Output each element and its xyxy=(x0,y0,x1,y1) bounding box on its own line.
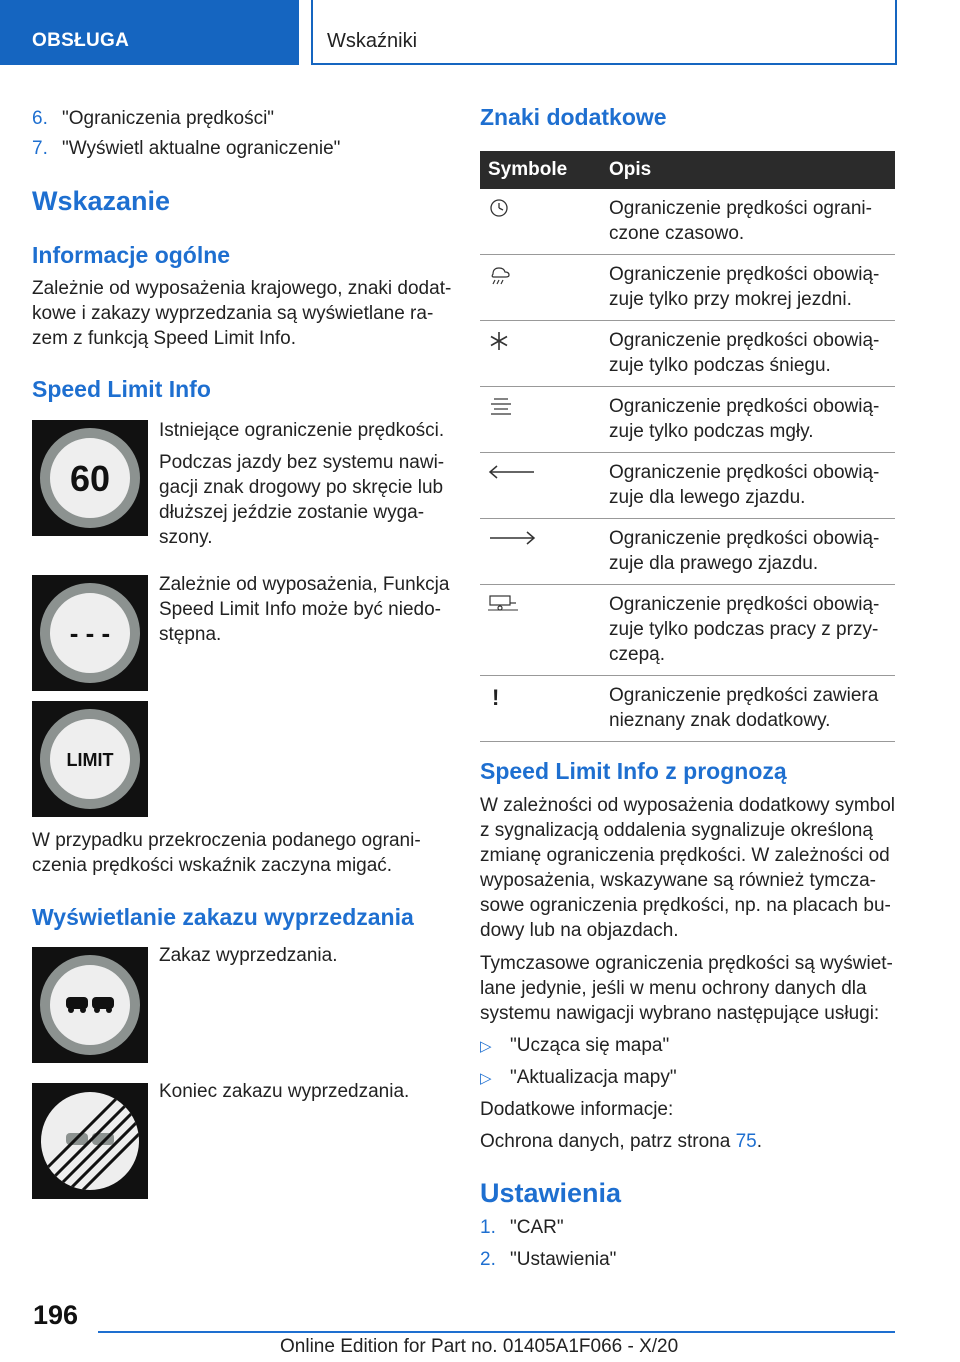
sign-speed-60 xyxy=(32,420,148,536)
step-7: 7. "Wyświetl aktualne ograniczenie" xyxy=(32,138,341,159)
page-link-75[interactable]: 75 xyxy=(735,1131,757,1152)
page-title: Wskaźniki xyxy=(327,30,418,52)
heading-wskazanie: Wskazanie xyxy=(32,186,171,216)
temporary-limits-paragraph: Tymczasowe ograniczenia prędkości są wyświet- lane jedynie, jeśli w menu ochrony danych dla systemu nawigacji wybrano następujące usługi: xyxy=(480,953,893,1024)
heading-forecast: Speed Limit Info z prognozą xyxy=(480,758,787,784)
privacy-reference: Ochrona danych, patrz strona 75. xyxy=(480,1131,763,1152)
overtake-ban-text: Zakaz wyprzedzania. xyxy=(159,945,338,966)
sign-dash-text: - - - xyxy=(69,618,111,648)
table-row: Ograniczenie prędkości obowią- zuje tylko podczas mgły. xyxy=(480,387,895,453)
table-header-row xyxy=(480,151,895,189)
snowflake-icon xyxy=(488,336,510,357)
page-number: 196 xyxy=(33,1300,79,1330)
heading-speed-limit-info: Speed Limit Info xyxy=(32,376,211,402)
sign-unknown-limit xyxy=(32,575,148,691)
settings-step-1: 1. "CAR" xyxy=(480,1217,564,1238)
heading-settings: Ustawienia xyxy=(480,1178,622,1208)
overtake-end-text: Koniec zakazu wyprzedzania. xyxy=(159,1081,410,1102)
table-row: Ograniczenie prędkości ograni- czone czasowo. xyxy=(480,189,895,255)
table-row: Ograniczenie prędkości obowią- zuje dla lewego zjazdu. xyxy=(480,453,895,519)
page-title-box xyxy=(311,0,897,65)
bullet-item: ▷ "Aktualizacja mapy" xyxy=(480,1067,677,1088)
rain-icon xyxy=(488,270,512,291)
table-row: Ograniczenie prędkości obowią- zuje tylko przy mokrej jezdni. xyxy=(480,255,895,321)
sign-no-overtaking xyxy=(32,947,148,1063)
more-info-label: Dodatkowe informacje: xyxy=(480,1099,674,1120)
sign-end-no-overtaking xyxy=(32,1083,148,1199)
section-label: OBSŁUGA xyxy=(32,30,130,51)
section-tab xyxy=(0,0,299,65)
exceed-paragraph: W przypadku przekroczenia podanego ograni- czenia prędkości wskaźnik zaczyna migać. xyxy=(32,830,421,876)
additional-signs-table xyxy=(480,151,895,742)
step-6: 6. "Ograniczenia prędkości" xyxy=(32,108,275,129)
sign-limit xyxy=(32,701,148,817)
arrow-left-icon xyxy=(488,464,536,485)
forecast-paragraph: W zależności od wyposażenia dodatkowy symbol z sygnalizacją oddalenia sygnalizuje określoną zmianę ograniczenia prędkości. W zależności od wyposażenia, wskazywane są również tymcza- sowe ograniczenia prędkości, np. na placach bu- dowy lub na objazdach. xyxy=(480,795,896,941)
info-paragraph: Zależnie od wyposażenia krajowego, znaki dodat- kowe i zakazy wyprzedzania są wyświetlane ra- zem z funkcją Speed Limit Info. xyxy=(32,278,452,349)
sign-limit-text: LIMIT xyxy=(66,750,114,770)
footer-rule xyxy=(98,1331,895,1333)
table-row: Ograniczenie prędkości obowią- zuje tylko podczas śniegu. xyxy=(480,321,895,387)
edition-text: Online Edition for Part no. 01405A1F066 - X/20 xyxy=(280,1336,679,1357)
heading-additional-signs: Znaki dodatkowe xyxy=(480,104,667,130)
heading-overtaking: Wyświetlanie zakazu wyprzedzania xyxy=(32,904,414,930)
clock-icon xyxy=(488,202,510,223)
bullet-item: ▷ "Ucząca się mapa" xyxy=(480,1035,670,1056)
sli-driving-paragraph: Podczas jazdy bez systemu nawi- gacji znak drogowy po skręcie lub dłuższej jeździe zostanie wyga- szony. xyxy=(159,452,445,548)
heading-info-general: Informacje ogólne xyxy=(32,242,231,268)
sign-60-text: 60 xyxy=(69,458,111,499)
sli-availability-paragraph: Zależnie od wyposażenia, Funkcja Speed Limit Info może być niedo- stępna. xyxy=(159,574,450,645)
table-row: Ograniczenie prędkości obowią- zuje tylko podczas pracy z przy- czepą. xyxy=(480,585,895,676)
col-description-header: Opis xyxy=(601,151,895,189)
sli-existing-text: Istniejące ograniczenie prędkości. xyxy=(159,420,445,441)
exclamation-icon: ! xyxy=(492,685,500,710)
trailer-icon xyxy=(488,596,518,617)
table-row: ! Ograniczenie prędkości zawiera nieznany znak dodatkowy. xyxy=(480,676,895,742)
table-row: Ograniczenie prędkości obowią- zuje dla prawego zjazdu. xyxy=(480,519,895,585)
col-symbol-header: Symbole xyxy=(480,151,601,189)
fog-icon xyxy=(488,402,514,423)
arrow-right-icon xyxy=(488,530,536,551)
settings-step-2: 2. "Ustawienia" xyxy=(480,1249,617,1270)
